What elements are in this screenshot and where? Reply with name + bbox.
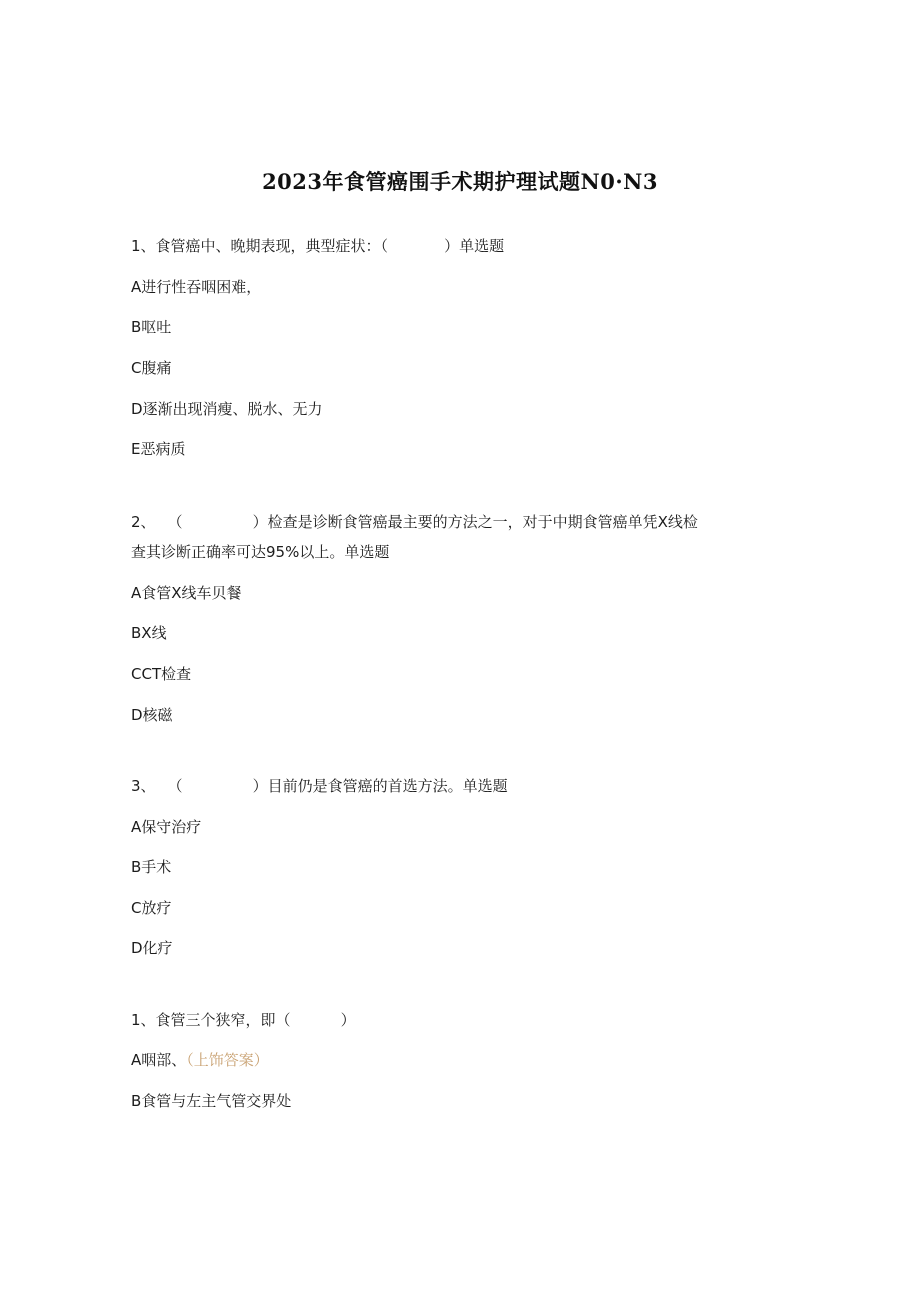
question-3-option-d: D化疗 [131, 939, 173, 957]
question-1-option-e: E恶病质 [131, 440, 186, 458]
question-1-option-a: A进行性吞咽困难， [131, 278, 262, 296]
question-number: 1、 [131, 1011, 156, 1029]
question-2-option-b: BX线 [131, 624, 167, 642]
question-number: 2、 [131, 513, 156, 531]
question-2-option-a: A食管X线车贝餐 [131, 584, 242, 602]
question-number: 1、 [131, 237, 156, 255]
option-text: A咽部、 [131, 1051, 187, 1069]
question-3-option-a: A保守治疗 [131, 818, 202, 836]
question-text: 食管癌中、晚期表现，典型症状：（ [155, 237, 389, 255]
question-4-option-a [131, 1049, 269, 1071]
question-3-stem [131, 775, 508, 797]
question-text: ）检查是诊断食管癌最主要的方法之一，对于中期食管癌单凭X线检 [252, 513, 698, 531]
question-3-option-b: B手术 [131, 858, 172, 876]
page-title: 2023年食管癌围手术期护理试题N0·N3 [262, 169, 658, 194]
question-2-option-d: D核磁 [131, 706, 173, 724]
question-4-option-b: B食管与左主气管交界处 [131, 1092, 292, 1110]
question-3-option-c: C放疗 [131, 899, 172, 917]
question-1-option-c: C腹痛 [131, 359, 172, 377]
open-paren: （ [167, 777, 183, 795]
question-type: ）单选题 [444, 237, 505, 255]
close-paren: ） [340, 1011, 356, 1029]
question-1-option-b: B呕吐 [131, 318, 172, 336]
question-4-stem [131, 1009, 356, 1031]
question-1-option-d: D逐渐出现消瘦、脱水、无力 [131, 400, 323, 418]
question-2-stem-cont: 查其诊断正确率可达95%以上。单选题 [131, 543, 390, 561]
question-text: 食管三个狭窄，即（ [155, 1011, 291, 1029]
question-2-option-c: CCT检查 [131, 665, 192, 683]
question-text: ）目前仍是食管癌的首选方法。单选题 [252, 777, 508, 795]
question-number: 3、 [131, 777, 156, 795]
answer-watermark: （上饰答案） [186, 1051, 269, 1069]
question-1-stem [131, 235, 504, 257]
open-paren: （ [167, 513, 183, 531]
question-2-stem [131, 511, 698, 533]
